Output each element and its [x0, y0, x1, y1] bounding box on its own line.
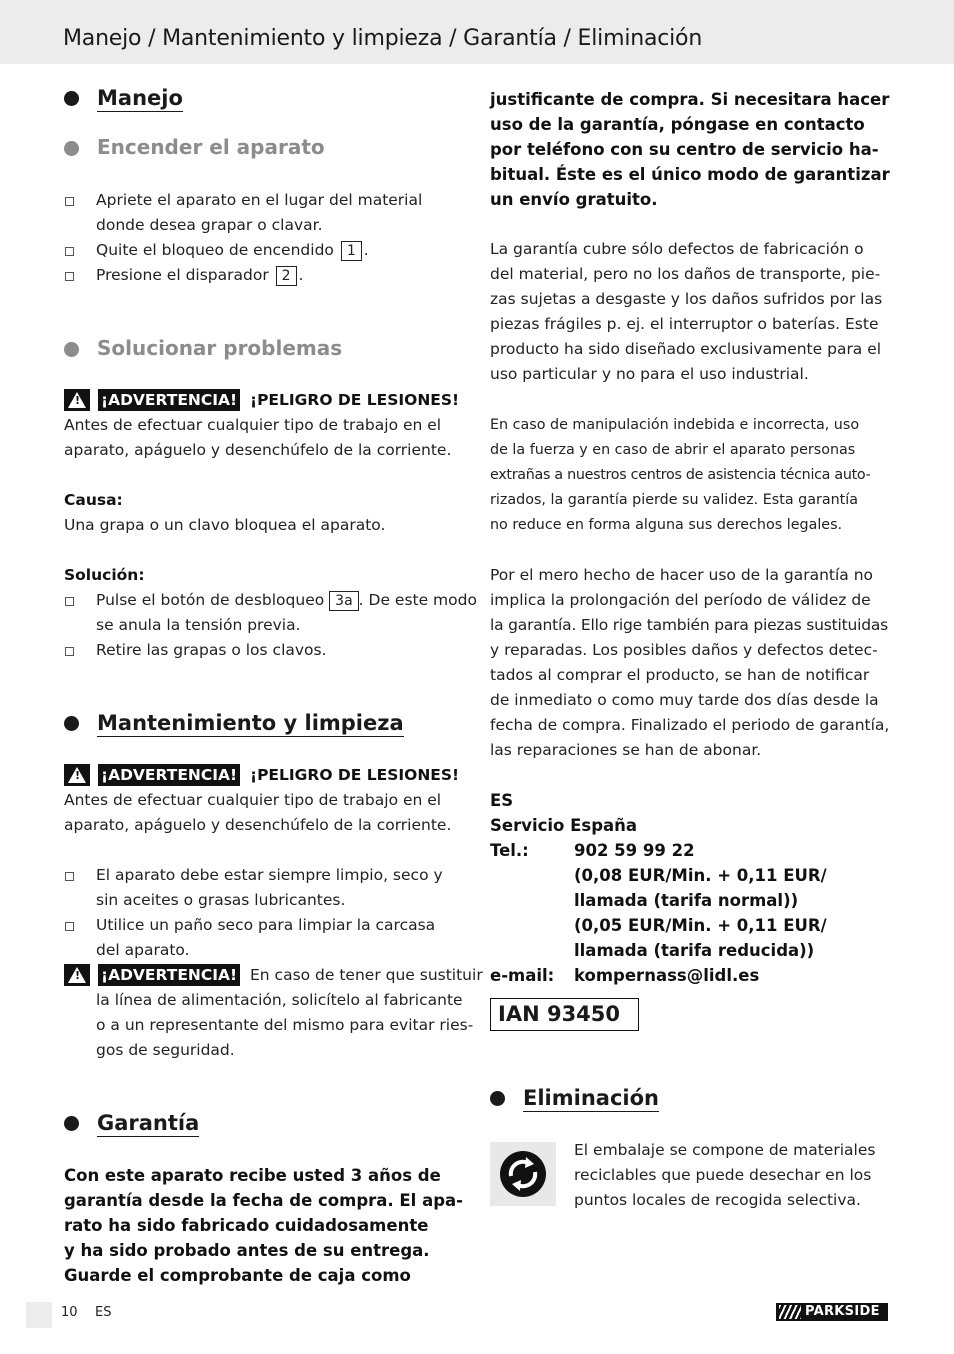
- paragraph-line: En caso de manipulación indebida e incorrecta, uso: [490, 417, 860, 433]
- bullet-dot-icon: [64, 716, 79, 731]
- garantia-text: por teléfono con su centro de servicio ha-: [490, 140, 879, 159]
- garantia-text: un envío gratuito.: [490, 190, 658, 209]
- warning-icon: !: [64, 389, 90, 411]
- garantia-text: Con este aparato recibe usted 3 años de: [64, 1166, 441, 1185]
- warning-text: Antes de efectuar cualquier tipo de trabajo en el: [64, 416, 442, 434]
- warning-icon: !: [64, 764, 90, 786]
- brand-stripes-icon: [779, 1305, 801, 1319]
- checkbox-bullet-icon: [65, 647, 74, 656]
- warning-text: gos de seguridad.: [96, 1041, 235, 1059]
- paragraph-line: de inmediato o como muy tarde dos días desde la: [490, 691, 879, 709]
- warning-text: aparato, apáguelo y desenchúfelo de la corriente.: [64, 816, 452, 834]
- checkbox-bullet-icon: [65, 197, 74, 206]
- list-item-cont: del aparato.: [96, 941, 190, 959]
- paragraph-line: tados al comprar el producto, se han de notificar: [490, 666, 870, 684]
- page-number: 10: [61, 1305, 78, 1320]
- garantia-text: uso de la garantía, póngase en contacto: [490, 115, 865, 134]
- tel-value: llamada (tarifa normal)): [574, 891, 799, 910]
- warning-badge: ¡ADVERTENCIA!: [98, 389, 240, 411]
- page-header: [0, 0, 954, 64]
- warning-badge: ¡ADVERTENCIA!: [98, 964, 240, 986]
- paragraph-line: piezas frágiles p. ej. el interruptor o baterías. Este: [490, 315, 879, 333]
- paragraph-line: extrañas a nuestros centros de asistencia técnica auto-: [490, 467, 871, 483]
- warning-text: aparato, apáguelo y desenchúfelo de la corriente.: [64, 441, 452, 459]
- checkbox-bullet-icon: [65, 597, 74, 606]
- email-label: e-mail:: [490, 966, 555, 985]
- warning-icon: !: [64, 964, 90, 986]
- checkbox-bullet-icon: [65, 922, 74, 931]
- eliminacion-text: puntos locales de recogida selectiva.: [574, 1191, 861, 1209]
- causa-text: Una grapa o un clavo bloquea el aparato.: [64, 516, 386, 534]
- checkbox-bullet-icon: [65, 247, 74, 256]
- checkbox-bullet-icon: [65, 272, 74, 281]
- paragraph-line: uso particular y no para el uso industrial.: [490, 365, 809, 383]
- bullet-dot-icon: [64, 1116, 79, 1131]
- tel-value: (0,05 EUR/Min. + 0,11 EUR/: [574, 916, 827, 935]
- bullet-dot-icon: [490, 1091, 505, 1106]
- solucion-label: Solución:: [64, 566, 145, 584]
- bullet-dot-icon: [64, 141, 79, 156]
- ref-number: 3a: [329, 591, 359, 611]
- paragraph-line: implica la prolongación del período de válidez de: [490, 591, 871, 609]
- ref-number: 2: [276, 266, 297, 286]
- warning-text: Antes de efectuar cualquier tipo de trabajo en el: [64, 791, 442, 809]
- paragraph-line: La garantía cubre sólo defectos de fabricación o: [490, 240, 864, 258]
- garantia-text: garantía desde la fecha de compra. El apa-: [64, 1191, 464, 1210]
- footer-marker: [26, 1302, 52, 1328]
- paragraph-line: la garantía. Ello rige también para piezas sustituidas: [490, 616, 889, 634]
- paragraph-line: del material, pero no los daños de transporte, pie-: [490, 265, 881, 283]
- list-item-cont: se anula la tensión previa.: [96, 616, 301, 634]
- paragraph-line: zas sujetas a desgaste y los daños sufridos por las: [490, 290, 883, 308]
- causa-label: Causa:: [64, 491, 123, 509]
- eliminacion-text: El embalaje se compone de materiales: [574, 1141, 876, 1159]
- brand-logo: PARKSIDE: [776, 1303, 888, 1321]
- warning-text: la línea de alimentación, solicítelo al fabricante: [96, 991, 463, 1009]
- warning-badge: ¡ADVERTENCIA!: [98, 764, 240, 786]
- paragraph-line: y reparadas. Los posibles daños y defectos detec-: [490, 641, 878, 659]
- ref-number: 1: [341, 241, 362, 261]
- ian-number: IAN 93450: [490, 998, 639, 1031]
- paragraph-line: Por el mero hecho de hacer uso de la garantía no: [490, 566, 874, 584]
- recycle-icon: [490, 1142, 556, 1206]
- eliminacion-text: reciclables que puede desechar en los: [574, 1166, 872, 1184]
- service-name: Servicio España: [490, 816, 638, 835]
- tel-value: 902 59 99 22: [574, 841, 695, 860]
- service-country: ES: [490, 791, 514, 810]
- bullet-dot-icon: [64, 342, 79, 357]
- list-item-cont: sin aceites o grasas lubricantes.: [96, 891, 346, 909]
- paragraph-line: producto ha sido diseñado exclusivamente para el: [490, 340, 882, 358]
- email-link[interactable]: kompernass@lidl.es: [574, 966, 760, 985]
- paragraph-line: fecha de compra. Finalizado el periodo de garantía,: [490, 716, 890, 734]
- checkbox-bullet-icon: [65, 872, 74, 881]
- garantia-text: rato ha sido fabricado cuidadosamente: [64, 1216, 429, 1235]
- garantia-text: y ha sido probado antes de su entrega.: [64, 1241, 430, 1260]
- paragraph-line: rizados, la garantía pierde su validez. Esta garantía: [490, 492, 859, 508]
- paragraph-line: las reparaciones se han de abonar.: [490, 741, 762, 759]
- garantia-text: bitual. Éste es el único modo de garantizar: [490, 165, 890, 184]
- list-item-cont: donde desea grapar o clavar.: [96, 216, 323, 234]
- page-title: Manejo / Mantenimiento y limpieza / Garantía / Eliminación: [63, 26, 703, 51]
- paragraph-line: de la fuerza y en caso de abrir el aparato personas: [490, 442, 856, 458]
- tel-value: llamada (tarifa reducida)): [574, 941, 815, 960]
- language-code: ES: [95, 1305, 112, 1320]
- warning-text: o a un representante del mismo para evitar ries-: [96, 1016, 474, 1034]
- garantia-text: justificante de compra. Si necesitara hacer: [490, 90, 890, 109]
- garantia-text: Guarde el comprobante de caja como: [64, 1266, 411, 1285]
- paragraph-line: no reduce en forma alguna sus derechos legales.: [490, 517, 843, 533]
- tel-label: Tel.:: [490, 841, 529, 860]
- bullet-dot-icon: [64, 91, 79, 106]
- tel-value: (0,08 EUR/Min. + 0,11 EUR/: [574, 866, 827, 885]
